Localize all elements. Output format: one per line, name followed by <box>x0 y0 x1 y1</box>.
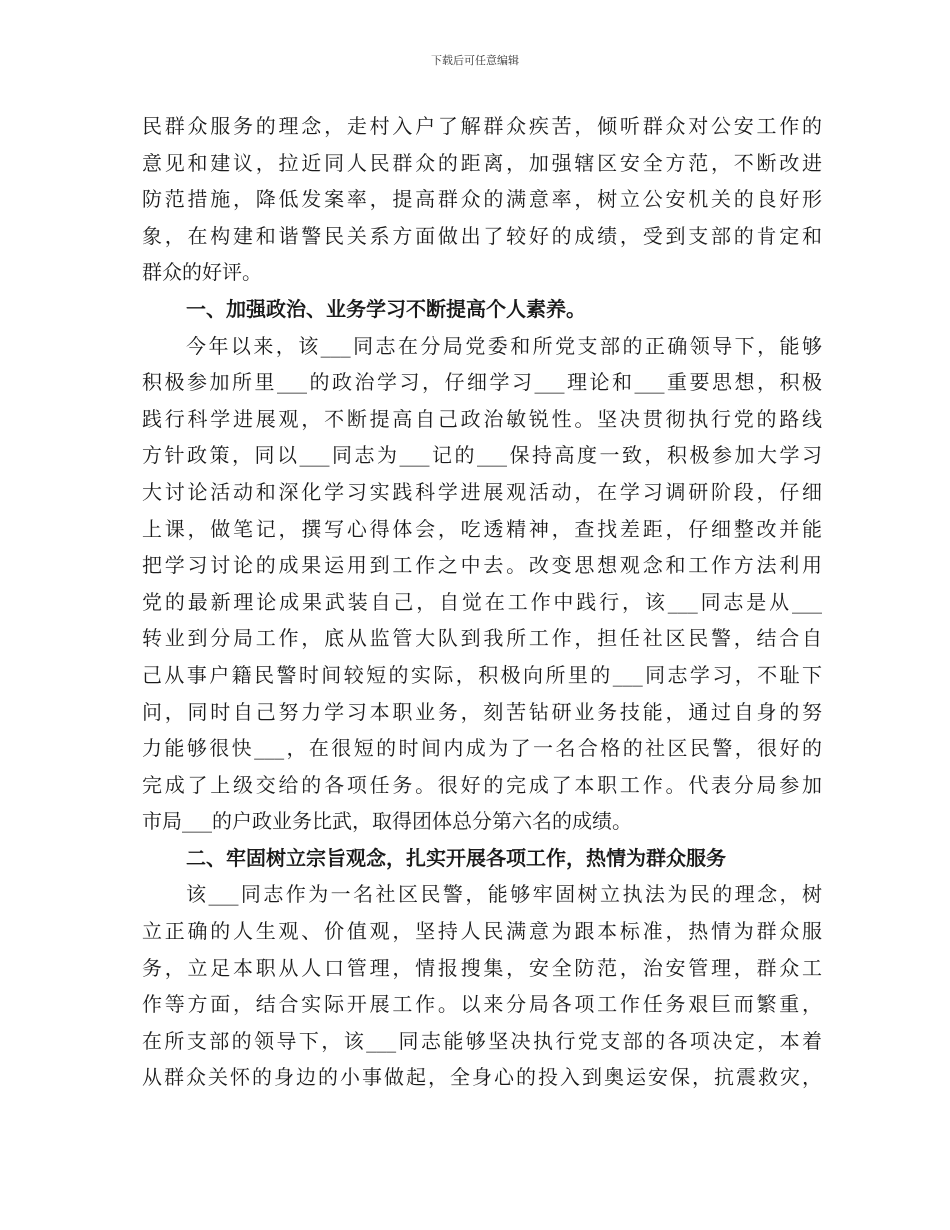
text-line: 积极参加所里___的政治学习，仔细学习___理论和___重要思想，积极 <box>142 370 822 395</box>
text-line: 己从事户籍民警时间较短的实际，积极向所里的___同志学习，不耻下 <box>142 662 822 687</box>
text-line: 践行科学进展观，不断提高自己政治敏锐性。坚决贯彻执行党的路线 <box>142 406 822 431</box>
text-line: 务，立足本职从人口管理，情报搜集，安全防范，治安管理，群众工 <box>142 955 822 980</box>
page-header-note: 下载后可任意编辑 <box>431 54 519 67</box>
text-line: 民群众服务的理念，走村入户了解群众疾苦，倾听群众对公安工作的 <box>142 114 822 138</box>
text-line: 象，在构建和谐警民关系方面做出了较好的成绩，受到支部的肯定和 <box>142 223 822 248</box>
text-line: 把学习讨论的成果运用到工作之中去。改变思想观念和工作方法利用 <box>142 553 822 578</box>
text-line: 意见和建议，拉近同人民群众的距离，加强辖区安全方范，不断改进 <box>142 150 822 175</box>
text-line: 防范措施，降低发案率，提高群众的满意率，树立公安机关的良好形 <box>142 187 822 212</box>
text-line: 在所支部的领导下，该___同志能够坚决执行党支部的各项决定，本着 <box>142 1028 822 1053</box>
text-line: 完成了上级交给的各项任务。很好的完成了本职工作。代表分局参加 <box>142 772 822 797</box>
text-line: 方针政策，同以___同志为___记的___保持高度一致，积极参加大学习 <box>142 443 822 468</box>
text-line: 该___同志作为一名社区民警，能够牢固树立执法为民的理念，树 <box>186 882 822 907</box>
text-line: 党的最新理论成果武装自己，自觉在工作中践行，该___同志是从___ <box>142 589 822 614</box>
document-body <box>142 108 822 1096</box>
paragraph-1 <box>142 328 822 840</box>
text-line: 力能够很快___，在很短的时间内成为了一名合格的社区民警，很好的 <box>142 736 822 761</box>
text-line: 立正确的人生观、价值观，坚持人民满意为跟本标准，热情为群众服 <box>142 919 822 944</box>
section-heading-2: 二、牢固树立宗旨观念，扎实开展各项工作，热情为群众服务 <box>186 845 726 870</box>
text-line: 群众的好评。 <box>142 260 262 285</box>
paragraph-intro <box>142 108 822 291</box>
text-line: 上课，做笔记，撰写心得体会，吃透精神，查找差距，仔细整改并能 <box>142 516 822 541</box>
section-heading-1: 一、加强政治、业务学习不断提高个人素养。 <box>186 296 586 321</box>
text-line: 今年以来，该___同志在分局党委和所党支部的正确领导下，能够 <box>186 333 822 358</box>
text-line: 转业到分局工作，底从监管大队到我所工作，担任社区民警，结合自 <box>142 626 822 651</box>
text-line: 作等方面，结合实际开展工作。以来分局各项工作任务艰巨而繁重， <box>142 992 822 1017</box>
text-line: 从群众关怀的身边的小事做起，全身心的投入到奥运安保，抗震救灾， <box>142 1065 822 1090</box>
text-line: 问，同时自己努力学习本职业务，刻苦钻研业务技能，通过自身的努 <box>142 699 822 724</box>
paragraph-2 <box>142 876 822 1096</box>
text-line: 市局___的户政业务比武，取得团体总分第六名的成绩。 <box>142 809 632 834</box>
text-line: 大讨论活动和深化学习实践科学进展观活动，在学习调研阶段，仔细 <box>142 479 822 504</box>
